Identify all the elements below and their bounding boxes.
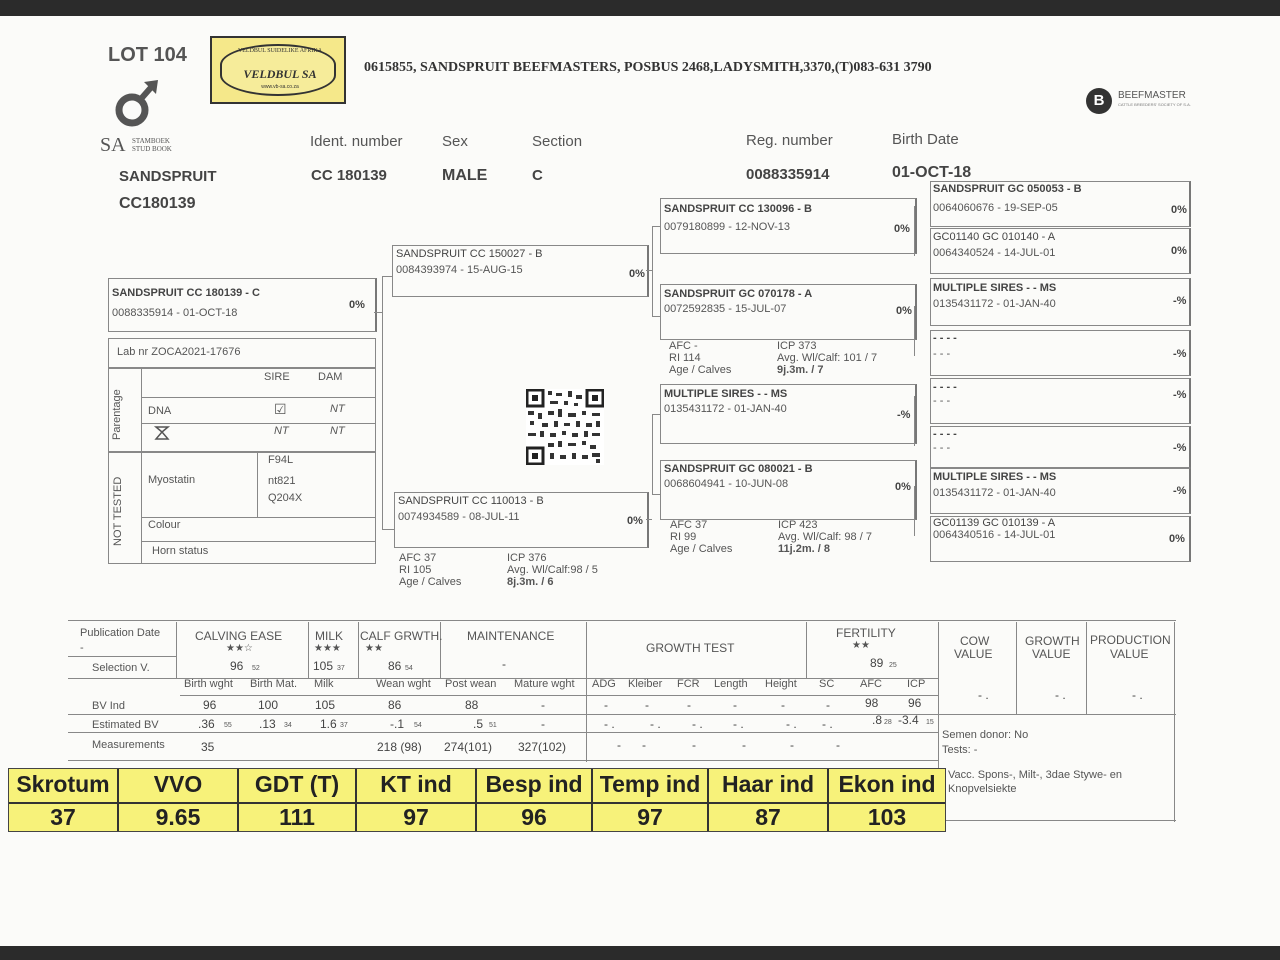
- sd-avg: Avg. Wl/Calf: 101 / 7: [777, 352, 878, 364]
- est-post-wean: .5: [473, 717, 484, 731]
- pedigree-sdd-box: [930, 330, 1191, 376]
- divider: [141, 453, 142, 563]
- subhead-fcr: FCR: [677, 678, 700, 690]
- bv-sc: -: [826, 698, 830, 712]
- growth-value: - .: [1055, 688, 1066, 702]
- publication-date-label: Publication Date: [80, 627, 161, 639]
- pedigree-dds-box: [930, 468, 1191, 514]
- pedigree-ddd-sub: 0064340516 - 14-JUL-01: [933, 529, 1056, 541]
- divider: [1174, 622, 1175, 822]
- bv-length: -: [733, 698, 737, 712]
- lab-nr: Lab nr ZOCA2021-17676: [117, 346, 241, 358]
- calf-growth-selection: 86: [388, 659, 402, 673]
- logo-arc-text: VELDBUL SUIDELIKE AFRIKA: [237, 48, 323, 54]
- dd-afc: AFC 37: [670, 519, 708, 531]
- subhead-birth-wght: Birth wght: [184, 678, 233, 690]
- pedigree-self-pct: 0%: [349, 299, 365, 311]
- summary-skrotum: [9, 769, 119, 831]
- tests-info: Tests: -: [942, 744, 978, 756]
- subhead-milk: Milk: [314, 678, 334, 690]
- subhead-afc: AFC: [860, 678, 882, 690]
- sd-ri: RI 114: [669, 352, 701, 364]
- calving-ease-stars: ★★☆: [226, 643, 253, 654]
- summary-value: 97: [357, 802, 475, 831]
- estimated-bv-label: Estimated BV: [92, 719, 159, 731]
- sd-afc: AFC -: [669, 340, 698, 352]
- pedigree-sd-pct: 0%: [896, 305, 912, 317]
- pedigree-dam-sub: 0074934589 - 08-JUL-11: [398, 511, 520, 523]
- summary-header: KT ind: [380, 771, 452, 797]
- summary-header: Besp ind: [485, 771, 583, 797]
- divider: [68, 656, 176, 657]
- subhead-kleiber: Kleiber: [628, 678, 663, 690]
- meas-mature-wght: 327(102): [518, 740, 567, 754]
- pedigree-sdd-name: - - - -: [933, 332, 957, 344]
- divider: [806, 622, 807, 678]
- est-milk-sub: 37: [340, 722, 348, 729]
- connector: [382, 276, 383, 530]
- pedigree-ss-pct: 0%: [894, 223, 910, 235]
- pedigree-ddd-name: GC01139 GC 010139 - A: [933, 517, 1056, 529]
- beefmaster-letter: B: [1086, 88, 1112, 114]
- subhead-adg: ADG: [592, 678, 616, 690]
- myostatin-q204x: Q204X: [268, 492, 303, 504]
- pedigree-sd-sub: 0072592835 - 15-JUL-07: [664, 303, 787, 315]
- est-adg: - .: [604, 717, 615, 731]
- cow-value-header-1: COW: [960, 634, 990, 648]
- est-kleiber: - .: [650, 717, 661, 731]
- dam-age-calves-label: Age / Calves: [399, 576, 462, 588]
- pedigree-sss-box: [930, 181, 1191, 227]
- logo-text: VELDBUL SA: [243, 67, 317, 81]
- logo-url: www.vb-sa.co.za: [261, 84, 299, 90]
- divider: [257, 453, 258, 517]
- myostatin-nt821: nt821: [268, 475, 296, 487]
- meas-fcr: -: [692, 738, 696, 752]
- pedigree-ss-box: [660, 198, 917, 254]
- cow-value: - .: [978, 688, 989, 702]
- connector: [646, 519, 652, 520]
- subhead-birth-mat: Birth Mat.: [250, 678, 298, 690]
- pedigree-sds-name: MULTIPLE SIRES - - MS: [933, 282, 1057, 294]
- beefmaster-subtext: CATTLE BREEDERS' SOCIETY OF S.A.: [1118, 102, 1191, 107]
- myostatin-f94l: F94L: [268, 454, 294, 466]
- ident-label: Ident. number: [310, 133, 403, 150]
- subhead-length: Length: [714, 678, 748, 690]
- pedigree-dsd-sub: - - -: [933, 442, 951, 454]
- summary-header: Haar ind: [721, 771, 815, 797]
- dd-icp: ICP 423: [778, 519, 818, 531]
- divider: [68, 714, 1176, 715]
- dna-label: DNA: [148, 405, 172, 417]
- summary-value: 37: [9, 802, 117, 831]
- bv-milk: 105: [315, 698, 336, 712]
- connector: [652, 226, 653, 316]
- divider: [308, 622, 309, 678]
- bv-icp: 96: [908, 696, 922, 710]
- pedigree-dam-box: [394, 492, 649, 548]
- pedigree-sds-pct: -%: [1173, 295, 1187, 307]
- divider: [358, 622, 359, 678]
- bv-ind-label: BV Ind: [92, 700, 126, 712]
- divider: [68, 760, 938, 761]
- pedigree-dds-name: MULTIPLE SIRES - - MS: [933, 471, 1057, 483]
- est-afc: .8: [872, 713, 883, 727]
- pedigree-sire-pct: 0%: [629, 268, 645, 280]
- lab-nr-box: [108, 338, 376, 368]
- dd-ri: RI 99: [670, 531, 697, 543]
- est-mature-wght: -: [541, 717, 545, 731]
- pedigree-ssd-pct: 0%: [1171, 245, 1187, 257]
- row2-sire: NT: [274, 425, 289, 437]
- birth-label: Birth Date: [892, 131, 959, 148]
- pedigree-dd-name: SANDSPRUIT GC 080021 - B: [664, 463, 813, 475]
- pedigree-dsd-pct: -%: [1173, 442, 1187, 454]
- pedigree-dss-box: [930, 378, 1191, 424]
- pedigree-sire-box: [392, 245, 649, 297]
- est-icp: -3.4: [898, 713, 919, 727]
- pedigree-ds-name: MULTIPLE SIRES - - MS: [664, 388, 788, 400]
- est-height: - .: [786, 717, 797, 731]
- growth-test-header: GROWTH TEST: [646, 641, 735, 655]
- divider: [141, 541, 375, 542]
- dd-age: 11j.2m. / 8: [778, 543, 830, 555]
- vaccination-info: Vacc. Spons-, Milt-, 3dae Stywe- en Knopvelsiekte: [948, 769, 1123, 795]
- meas-height: -: [790, 738, 794, 752]
- divider: [141, 517, 375, 518]
- divider: [586, 622, 587, 762]
- reg-label: Reg. number: [746, 132, 833, 149]
- qr-code: [526, 389, 604, 465]
- connector: [382, 276, 392, 277]
- calf-growth-header: CALF GRWTH.: [360, 629, 443, 643]
- pedigree-dsd-box: [930, 426, 1191, 468]
- ident-value: CC 180139: [311, 167, 387, 184]
- bv-adg: -: [604, 698, 608, 712]
- meas-post-wean: 274(101): [444, 740, 493, 754]
- sa-studbook-line1: STAMBOEK: [132, 137, 170, 145]
- bv-kleiber: -: [645, 698, 649, 712]
- sd-age: 9j.3m. / 7: [777, 364, 824, 376]
- meas-birth-wght: 35: [201, 740, 215, 754]
- male-symbol-icon: [110, 78, 160, 136]
- summary-kt-ind: [357, 769, 477, 831]
- row2-dam: NT: [330, 425, 345, 437]
- maintenance-header: MAINTENANCE: [467, 629, 555, 643]
- sex-value: MALE: [442, 167, 488, 184]
- reg-value: 0088335914: [746, 166, 830, 183]
- divider: [180, 695, 938, 696]
- pedigree-sds-sub: 0135431172 - 01-JAN-40: [933, 298, 1056, 310]
- divider: [938, 622, 939, 768]
- summary-value: 111: [239, 802, 355, 831]
- pedigree-dam-pct: 0%: [627, 515, 643, 527]
- pedigree-dd-box: [660, 460, 917, 520]
- pedigree-self-sub: 0088335914 - 01-OCT-18: [112, 307, 238, 319]
- summary-ekon-ind: [829, 769, 945, 831]
- pedigree-sds-box: [930, 278, 1191, 326]
- connector: [914, 206, 915, 256]
- semen-donor: Semen donor: No: [942, 729, 1029, 741]
- summary-value: 9.65: [119, 802, 237, 831]
- pedigree-ssd-name: GC01140 GC 010140 - A: [933, 231, 1056, 243]
- summary-value: 103: [829, 802, 945, 831]
- dam-icp: ICP 376: [507, 552, 547, 564]
- pedigree-sss-name: SANDSPRUIT GC 050053 - B: [933, 183, 1082, 195]
- bv-wean-wght: 86: [388, 698, 402, 712]
- summary-haar-ind: [709, 769, 829, 831]
- pedigree-sdd-sub: - - -: [933, 348, 951, 360]
- pedigree-sire-name: SANDSPRUIT CC 150027 - B: [396, 248, 543, 260]
- section-value: C: [532, 167, 543, 184]
- connector: [652, 414, 660, 415]
- sa-studbook-logo: SA: [100, 134, 126, 156]
- pedigree-ds-pct: -%: [897, 409, 911, 421]
- meas-adg: -: [617, 738, 621, 752]
- pedigree-dss-pct: -%: [1173, 389, 1187, 401]
- sd-age-calves-label: Age / Calves: [669, 364, 732, 376]
- milk-stars: ★★★: [314, 643, 341, 654]
- veldbul-logo: [210, 36, 346, 104]
- est-wean-wght: -.1: [390, 717, 405, 731]
- est-sc: - .: [822, 717, 833, 731]
- herd-name: SANDSPRUIT: [119, 168, 217, 185]
- summary-value: 96: [477, 802, 591, 831]
- summary-temp-ind: [593, 769, 709, 831]
- dam-age: 8j.3m. / 6: [507, 576, 554, 588]
- subhead-icp: ICP: [907, 678, 926, 690]
- meas-wean-wght: 218 (98): [377, 740, 422, 754]
- myostatin-label: Myostatin: [148, 474, 196, 486]
- est-birth-mat-sub: 34: [284, 722, 292, 729]
- measurements-label: Measurements: [92, 739, 165, 751]
- production-value-header-2: VALUE: [1110, 647, 1149, 661]
- pedigree-ddd-box: [930, 516, 1191, 562]
- owner-line: 0615855, SANDSPRUIT BEEFMASTERS, POSBUS 2468,LADYSMITH,3370,(T)083-631 3790: [364, 60, 932, 75]
- divider: [141, 369, 142, 451]
- est-birth-wght: .36: [198, 717, 215, 731]
- pedigree-dd-pct: 0%: [895, 481, 911, 493]
- dna-dam: NT: [330, 403, 345, 415]
- milk-selection: 105: [313, 659, 334, 673]
- summary-value: 97: [593, 802, 707, 831]
- pedigree-self-box: [108, 278, 377, 332]
- calf-growth-selection-sub: 54: [405, 665, 413, 672]
- divider: [946, 820, 1176, 821]
- connector: [914, 306, 915, 356]
- subhead-height: Height: [765, 678, 797, 690]
- sa-studbook-line2: STUD BOOK: [132, 145, 172, 153]
- bv-post-wean: 88: [465, 698, 479, 712]
- pedigree-dd-sub: 0068604941 - 10-JUN-08: [664, 478, 789, 490]
- est-birth-mat: .13: [259, 717, 276, 731]
- growth-value-header-2: VALUE: [1032, 647, 1071, 661]
- pedigree-dsd-name: - - - -: [933, 428, 957, 440]
- divider: [176, 622, 177, 678]
- bv-height: -: [781, 698, 785, 712]
- meas-length: -: [742, 738, 746, 752]
- pedigree-dam-name: SANDSPRUIT CC 110013 - B: [398, 495, 544, 507]
- subhead-wean-wght: Wean wght: [376, 678, 431, 690]
- sire-header: SIRE: [264, 371, 290, 383]
- fertility-selection-sub: 25: [889, 662, 897, 669]
- document-page: [0, 16, 1280, 946]
- cow-value-header-2: VALUE: [954, 647, 993, 661]
- calf-growth-stars: ★★: [365, 643, 383, 654]
- lot-number: LOT 104: [108, 44, 187, 66]
- pedigree-self-name: SANDSPRUIT CC 180139 - C: [112, 287, 260, 299]
- growth-value-header-1: GROWTH: [1025, 634, 1080, 648]
- pedigree-ss-sub: 0079180899 - 12-NOV-13: [664, 221, 790, 233]
- pedigree-ss-name: SANDSPRUIT CC 130096 - B: [664, 203, 812, 215]
- pedigree-sd-name: SANDSPRUIT GC 070178 - A: [664, 288, 813, 300]
- summary-header: Skrotum: [16, 771, 110, 797]
- est-length: - .: [733, 717, 744, 731]
- bv-fcr: -: [687, 698, 691, 712]
- pedigree-sss-pct: 0%: [1171, 204, 1187, 216]
- not-tested-label: NOT TESTED: [112, 476, 124, 546]
- pedigree-sd-box: [660, 284, 917, 340]
- summary-vvo: [119, 769, 239, 831]
- maintenance-selection: -: [502, 657, 506, 671]
- est-afc-sub: 28: [884, 719, 892, 726]
- dam-avg: Avg. Wl/Calf:98 / 5: [507, 564, 598, 576]
- publication-date-value: -: [80, 642, 84, 654]
- calving-ease-selection-sub: 52: [252, 665, 260, 672]
- dam-afc: AFC 37: [399, 552, 437, 564]
- meas-kleiber: -: [642, 738, 646, 752]
- pedigree-dss-sub: - - -: [933, 395, 951, 407]
- pedigree-ds-sub: 0135431172 - 01-JAN-40: [664, 403, 787, 415]
- connector: [652, 226, 660, 227]
- sd-icp: ICP 373: [777, 340, 817, 352]
- pedigree-ddd-pct: 0%: [1169, 533, 1185, 545]
- bv-birth-mat: 100: [258, 698, 279, 712]
- bv-mature-wght: -: [541, 698, 545, 712]
- summary-band: [8, 768, 946, 832]
- pedigree-ssd-sub: 0064340524 - 14-JUL-01: [933, 247, 1056, 259]
- pedigree-sdd-pct: -%: [1173, 348, 1187, 360]
- est-wean-wght-sub: 54: [414, 722, 422, 729]
- bv-afc: 98: [865, 696, 879, 710]
- dam-ri: RI 105: [399, 564, 432, 576]
- subhead-mature-wght: Mature wght: [514, 678, 575, 690]
- pedigree-sss-sub: 0064060676 - 19-SEP-05: [933, 202, 1058, 214]
- connector: [652, 414, 653, 494]
- milk-header: MILK: [315, 629, 344, 643]
- pedigree-dds-pct: -%: [1173, 485, 1187, 497]
- summary-header: VVO: [153, 771, 203, 797]
- dna-lab-logo-icon: [153, 423, 171, 441]
- summary-header: GDT (T): [254, 771, 340, 797]
- pedigree-ds-box: [660, 384, 917, 444]
- est-fcr: - .: [692, 717, 703, 731]
- connector: [652, 316, 660, 317]
- pedigree-dds-sub: 0135431172 - 01-JAN-40: [933, 487, 1056, 499]
- colour-label: Colour: [148, 519, 181, 531]
- dd-age-calves-label: Age / Calves: [670, 543, 733, 555]
- summary-header: Temp ind: [599, 771, 701, 797]
- divider: [1016, 622, 1017, 714]
- dam-header: DAM: [318, 371, 343, 383]
- selection-v-label: Selection V.: [92, 662, 150, 674]
- fertility-selection: 89: [870, 656, 884, 670]
- summary-value: 87: [709, 802, 827, 831]
- summary-header: Ekon ind: [838, 771, 936, 797]
- divider: [68, 732, 938, 733]
- meas-sc: -: [836, 738, 840, 752]
- connector: [914, 396, 915, 446]
- milk-selection-sub: 37: [337, 665, 345, 672]
- est-post-wean-sub: 51: [489, 722, 497, 729]
- calving-ease-selection: 96: [230, 659, 244, 673]
- subhead-sc: SC: [819, 678, 835, 690]
- subhead-post-wean: Post wean: [445, 678, 497, 690]
- horn-status-label: Horn status: [152, 545, 209, 557]
- connector: [652, 494, 660, 495]
- genetic-tests-box: [108, 452, 376, 564]
- production-value-header-1: PRODUCTION: [1090, 633, 1171, 647]
- summary-gdt: [239, 769, 357, 831]
- est-milk: 1.6: [320, 717, 337, 731]
- divider: [141, 423, 375, 424]
- summary-besp-ind: [477, 769, 593, 831]
- parentage-label: Parentage: [111, 389, 123, 440]
- divider: [1086, 622, 1087, 714]
- connector: [374, 312, 382, 313]
- sa-studbook-text: [132, 137, 172, 153]
- est-icp-sub: 15: [926, 719, 934, 726]
- birth-value: 01-OCT-18: [892, 164, 972, 181]
- section-label: Section: [532, 133, 583, 150]
- divider: [141, 397, 375, 398]
- dd-avg: Avg. Wl/Calf: 98 / 7: [778, 531, 872, 543]
- est-birth-wght-sub: 55: [224, 722, 232, 729]
- connector: [382, 529, 394, 530]
- beefmaster-name: BEEFMASTER: [1118, 90, 1186, 101]
- sex-label: Sex: [442, 133, 468, 150]
- pedigree-ssd-box: [930, 228, 1191, 274]
- fertility-stars: ★★: [852, 640, 870, 651]
- pedigree-dss-name: - - - -: [933, 381, 957, 393]
- pedigree-sire-sub: 0084393974 - 15-AUG-15: [396, 264, 523, 276]
- calving-ease-header: CALVING EASE: [195, 629, 283, 643]
- connector: [914, 486, 915, 536]
- production-value: - .: [1132, 688, 1143, 702]
- animal-code: CC180139: [119, 195, 196, 212]
- dna-sire-checkbox: ☑: [274, 401, 287, 417]
- fertility-header: FERTILITY: [836, 626, 896, 640]
- bv-birth-wght: 96: [203, 698, 217, 712]
